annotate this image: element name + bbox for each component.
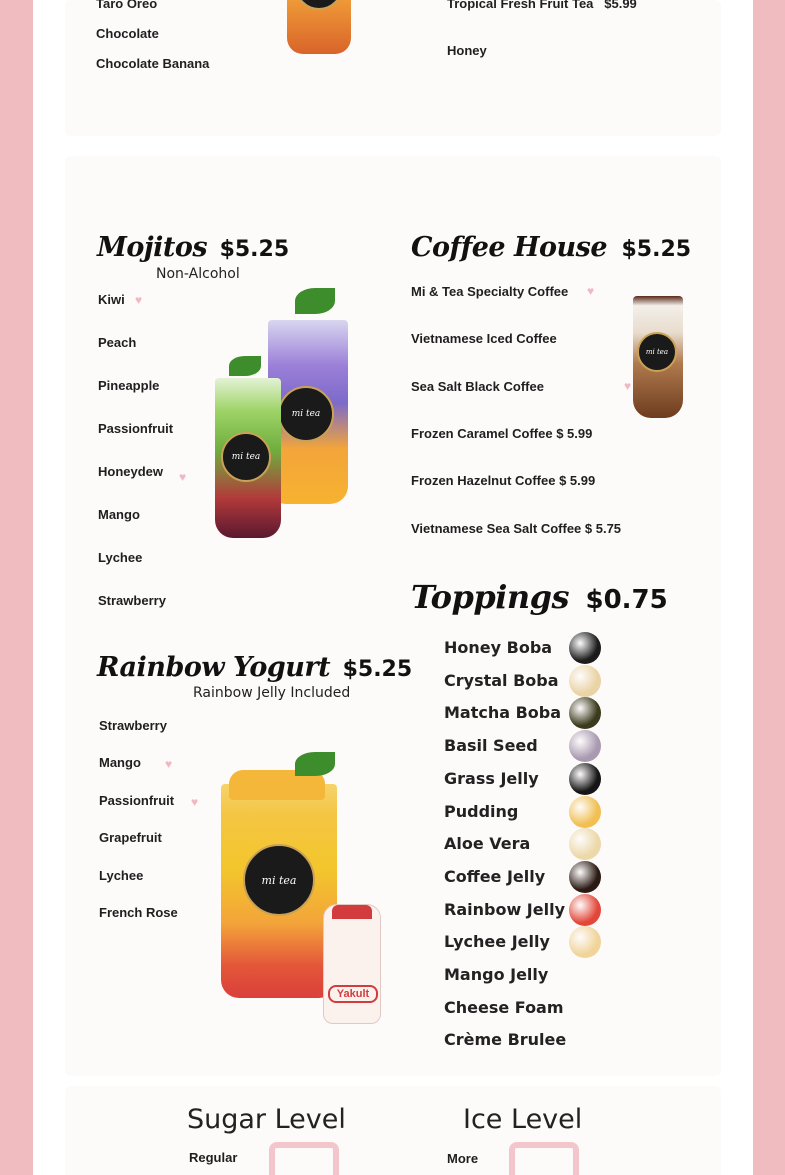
heart-icon: ♥: [587, 284, 595, 298]
menu-item: Tropical Fresh Fruit Tea $5.99: [447, 0, 637, 11]
menu-item: Strawberry: [98, 593, 166, 608]
menu-item: Mango: [98, 507, 140, 522]
section-price: $5.25: [219, 237, 290, 262]
topping-item: Rainbow Jelly: [444, 899, 565, 919]
topping-swatch-icon: [569, 763, 601, 795]
topping-item: Grass Jelly: [444, 768, 539, 788]
topping-item: Honey Boba: [444, 638, 553, 657]
topping-swatch-icon: [569, 665, 601, 697]
ice-level-title: Ice Level: [463, 1104, 583, 1135]
menu-item: Honey: [447, 43, 487, 58]
heart-icon: ♥: [135, 293, 143, 307]
menu-item: Sea Salt Black Coffee: [411, 378, 544, 394]
yakult-label: Yakult: [328, 985, 378, 1003]
menu-item: Peach: [98, 335, 137, 350]
menu-item: Pineapple: [98, 378, 160, 393]
menu-item: Passionfruit: [98, 421, 174, 436]
menu-item: Grapefruit: [99, 830, 162, 846]
rainbow-yogurt-heading: [97, 652, 412, 683]
coffee-cup-image: [633, 296, 683, 418]
green-mojito-cup: [215, 378, 281, 538]
top-menu-card: [65, 0, 721, 136]
sugar-level-graphic: [269, 1142, 339, 1175]
menu-item: Strawberry: [99, 718, 167, 733]
topping-item: Mango Jelly: [444, 965, 549, 984]
section-title: Coffee House: [411, 232, 608, 263]
topping-item: Aloe Vera: [444, 834, 531, 854]
cup-logo-icon: [295, 0, 343, 10]
mint-leaf-icon: [229, 356, 261, 376]
cup-logo-icon: mi tea: [637, 332, 677, 372]
sugar-level-title: Sugar Level: [187, 1104, 346, 1135]
menu-item: Kiwi: [98, 292, 125, 307]
topping-swatch-icon: [569, 861, 601, 893]
menu-item: Mi & Tea Specialty Coffee: [411, 284, 569, 299]
menu-item: Frozen Hazelnut Coffee $ 5.99: [411, 473, 596, 489]
topping-swatch-icon: [569, 828, 601, 860]
heart-icon: ♥: [165, 757, 173, 772]
topping-swatch-icon: [569, 894, 601, 926]
topping-swatch-icon: [569, 632, 601, 664]
topping-item: Basil Seed: [444, 736, 538, 756]
sugar-level-item: Regular: [189, 1150, 238, 1165]
section-title: Rainbow Yogurt: [97, 652, 331, 683]
bottle-cap: [332, 905, 372, 919]
topping-item: Lychee Jelly: [444, 932, 550, 952]
yakult-bottle-image: [323, 904, 381, 1024]
heart-icon: ♥: [179, 470, 187, 484]
menu-item: Vietnamese Sea Salt Coffee $ 5.75: [411, 520, 622, 536]
topping-item: Coffee Jelly: [444, 866, 546, 886]
cup-logo-icon: mi tea: [278, 386, 334, 442]
topping-item: Cheese Foam: [444, 997, 564, 1017]
topping-swatch-icon: [569, 730, 601, 762]
levels-card: [65, 1086, 721, 1175]
menu-item: Chocolate Banana: [96, 56, 210, 71]
topping-swatch-icon: [569, 796, 601, 828]
fruit-tea-cup-image: [287, 0, 351, 54]
rainbow-yogurt-cup: [221, 784, 337, 998]
cup-logo-icon: mi tea: [221, 432, 271, 482]
menu-item: Vietnamese Iced Coffee: [411, 331, 557, 347]
toppings-heading: [411, 578, 668, 616]
cup-logo-icon: mi tea: [243, 844, 315, 916]
menu-item: Chocolate: [96, 26, 159, 41]
menu-item: French Rose: [99, 905, 178, 920]
menu-page: [33, 0, 753, 1175]
mojitos-heading: [97, 232, 289, 263]
section-subtitle: Rainbow Jelly Included: [193, 685, 351, 701]
section-price: $5.25: [342, 657, 413, 682]
mint-leaf-icon: [295, 752, 335, 776]
menu-item: Lychee: [99, 867, 144, 883]
main-menu-card: [65, 156, 721, 1076]
topping-item: Pudding: [444, 801, 519, 821]
menu-item: Frozen Caramel Coffee $ 5.99: [411, 425, 593, 441]
topping-item: Crème Brulee: [444, 1030, 567, 1050]
topping-item: Crystal Boba: [444, 670, 559, 690]
section-title: Mojitos: [97, 232, 208, 263]
menu-item: Passionfruit: [99, 792, 175, 808]
section-subtitle: Non-Alcohol: [156, 266, 240, 282]
menu-item: Mango: [99, 755, 141, 771]
topping-item: Matcha Boba: [444, 703, 562, 723]
heart-icon: ♥: [191, 794, 199, 809]
ice-level-graphic: [509, 1142, 579, 1175]
section-title: Toppings: [411, 578, 570, 616]
ice-level-item: More: [447, 1151, 479, 1166]
menu-item: Honeydew: [98, 464, 164, 479]
heart-icon: ♥: [624, 378, 632, 393]
menu-item: Taro Oreo: [96, 0, 158, 11]
mint-leaf-icon: [295, 288, 335, 314]
coffee-heading: [411, 232, 691, 263]
menu-item: Lychee: [98, 550, 143, 565]
section-price: $5.25: [621, 237, 692, 262]
section-price: $0.75: [585, 585, 668, 615]
